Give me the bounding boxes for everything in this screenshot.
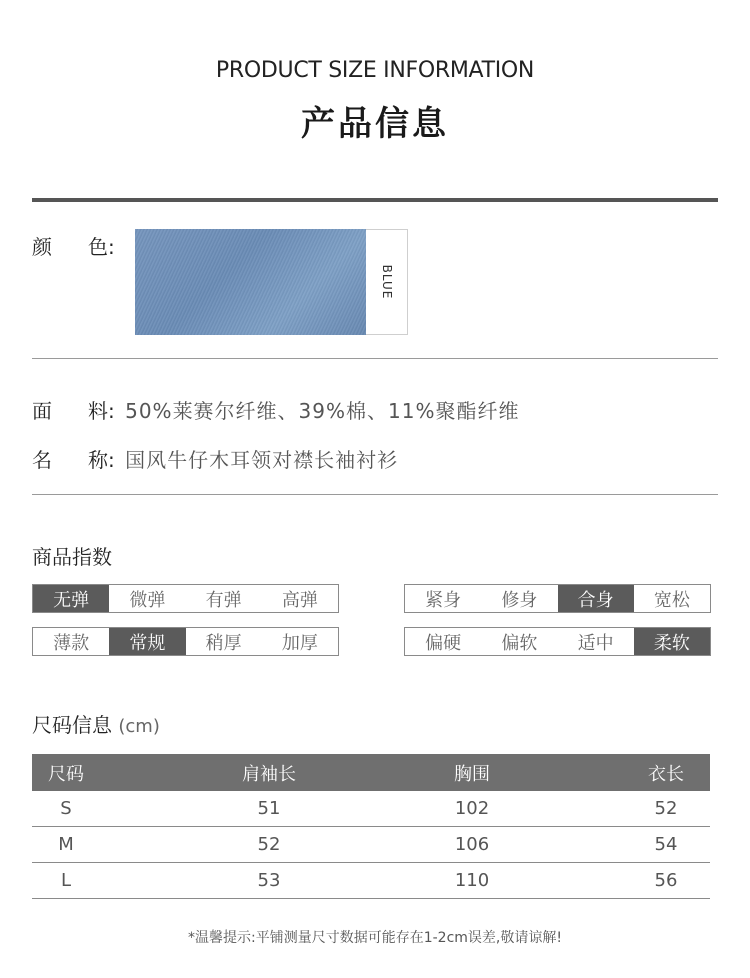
color-label-a: 颜: [32, 235, 52, 259]
header-shoulder-sleeve: 肩袖长: [242, 763, 296, 785]
divider-2: [32, 494, 718, 495]
thickness-option-1: 常规: [109, 628, 185, 655]
table-row: [32, 827, 710, 863]
size-title-text: 尺码信息: [32, 713, 112, 737]
fit-option-1: 修身: [501, 589, 538, 611]
fit-option-0: 紧身: [425, 589, 462, 611]
thickness-group: [32, 627, 339, 656]
elasticity-option-1: 微弹: [129, 589, 166, 611]
cell-shoulder-sleeve: 52: [257, 834, 281, 855]
elasticity-option-2: 有弹: [205, 589, 242, 611]
cell-chest: 102: [454, 798, 490, 819]
fit-option-2: 合身: [558, 585, 634, 612]
color-swatch-name: BLUE: [379, 264, 394, 300]
name-value: 国风牛仔木耳领对襟长袖衬衫: [125, 448, 399, 472]
color-swatch-tag: [366, 229, 408, 335]
cell-chest: 106: [454, 834, 490, 855]
header-length: 衣长: [648, 763, 684, 785]
cell-shoulder-sleeve: 51: [257, 798, 281, 819]
cell-length: 56: [654, 870, 678, 891]
name-label-a: 名: [32, 448, 52, 472]
fabric-row: [32, 395, 519, 424]
size-table-body: [32, 791, 710, 899]
cell-shoulder-sleeve: 53: [257, 870, 281, 891]
header-chest: 胸围: [454, 763, 490, 785]
size-title: [32, 709, 160, 738]
softness-option-3: 柔软: [634, 628, 710, 655]
fabric-label-b: 料:: [88, 399, 115, 423]
cell-size: L: [60, 870, 72, 891]
header-divider: [32, 198, 718, 202]
thickness-option-3: 加厚: [281, 632, 318, 654]
header-size: 尺码: [48, 763, 84, 785]
fabric-label-a: 面: [32, 399, 52, 423]
elasticity-option-0: 无弹: [33, 585, 109, 612]
cell-size: S: [60, 798, 72, 819]
size-unit: (cm): [118, 716, 160, 737]
table-row: [32, 791, 710, 827]
name-row: [32, 444, 398, 473]
table-row: [32, 863, 710, 899]
softness-option-2: 适中: [577, 632, 614, 654]
divider-1: [32, 358, 718, 359]
softness-option-1: 偏软: [501, 632, 538, 654]
color-label-b: 色:: [88, 235, 115, 259]
thickness-option-2: 稍厚: [205, 632, 242, 654]
cell-length: 52: [654, 798, 678, 819]
fit-option-3: 宽松: [653, 589, 690, 611]
elasticity-option-3: 高弹: [281, 589, 318, 611]
elasticity-group: [32, 584, 339, 613]
size-table-header: [32, 754, 710, 791]
index-title: 商品指数: [32, 545, 112, 569]
cell-size: M: [58, 834, 74, 855]
fabric-value: 50%莱赛尔纤维、39%棉、11%聚酯纤维: [125, 399, 520, 423]
color-swatch: [135, 229, 366, 335]
size-table: [32, 754, 710, 899]
softness-option-0: 偏硬: [425, 632, 462, 654]
name-label-b: 称:: [88, 448, 115, 472]
footnote: *温馨提示:平铺测量尺寸数据可能存在1-2cm误差,敬请谅解!: [188, 930, 562, 946]
cell-chest: 110: [454, 870, 490, 891]
fit-group: [404, 584, 711, 613]
cell-length: 54: [654, 834, 678, 855]
thickness-option-0: 薄款: [53, 632, 90, 654]
title-en: PRODUCT SIZE INFORMATION: [215, 58, 535, 83]
color-label: [32, 231, 115, 260]
title-zh: 产品信息: [301, 104, 449, 144]
softness-group: [404, 627, 711, 656]
